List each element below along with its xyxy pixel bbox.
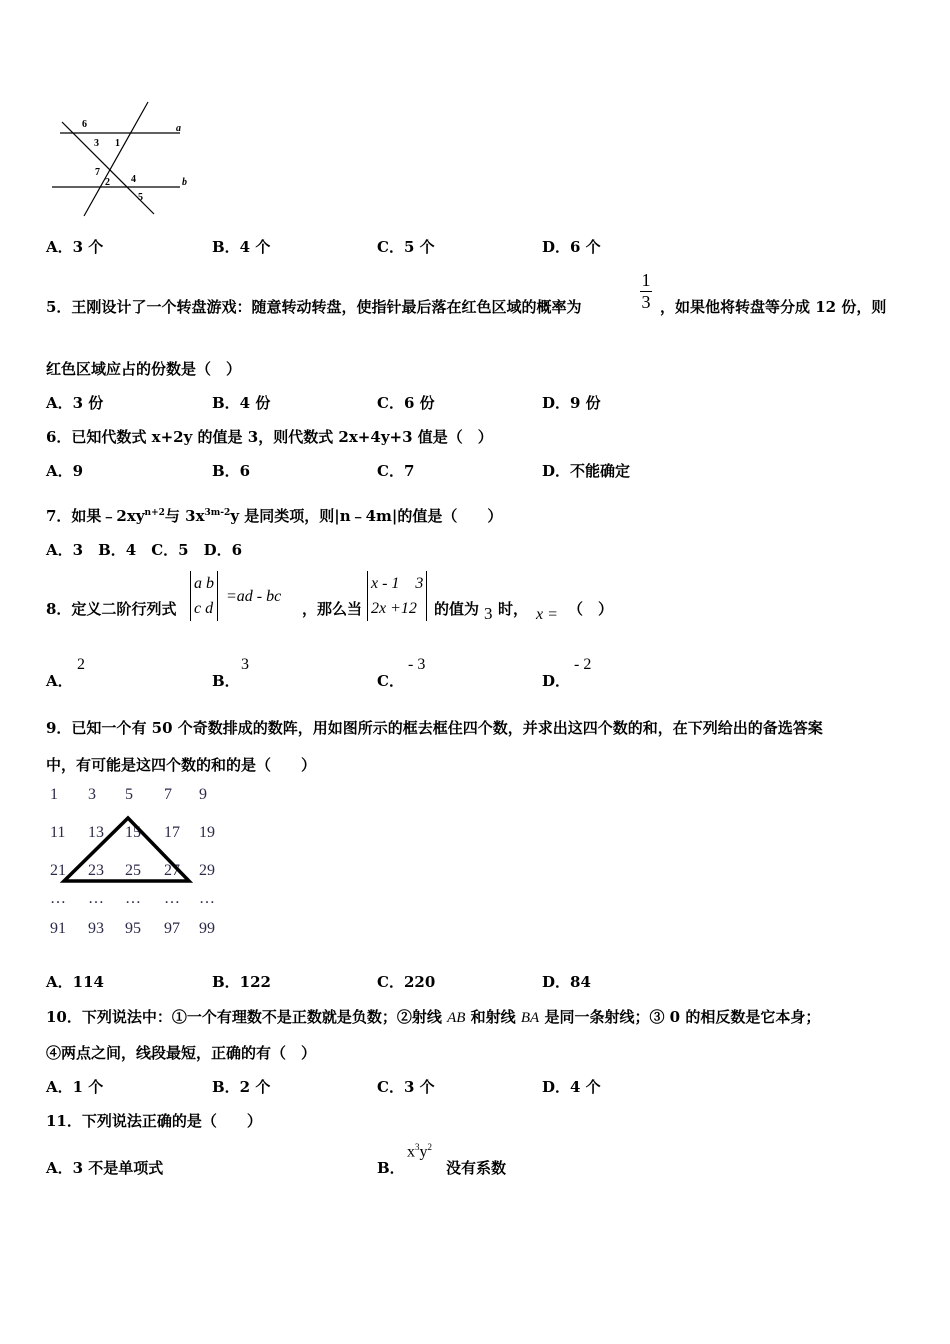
q6-stem: 6．已知代数式 x+2y 的值是 3，则代数式 2x+4y+3 值是（ ） bbox=[46, 428, 493, 446]
det1-row1: a b bbox=[194, 575, 214, 592]
q6-option-b[interactable]: B．6 bbox=[212, 462, 251, 480]
q11-stem: 11．下列说法正确的是（ ） bbox=[46, 1112, 262, 1130]
q5-option-c[interactable]: C．6 份 bbox=[377, 394, 435, 412]
label-6: 6 bbox=[82, 119, 87, 130]
label-7: 7 bbox=[95, 167, 100, 178]
q8-option-a-label: A． bbox=[46, 672, 73, 690]
grid-cell: 97 bbox=[164, 920, 180, 937]
det2-row1: x - 1 3 bbox=[371, 575, 424, 592]
q11-y-exp: 2 bbox=[427, 1142, 432, 1152]
q6-option-c[interactable]: C．7 bbox=[377, 462, 415, 480]
q10-stem-line2: ④两点之间，线段最短，正确的有（ ） bbox=[46, 1044, 317, 1062]
q11-option-b-label: B． bbox=[377, 1159, 405, 1177]
grid-cell: 17 bbox=[164, 824, 180, 841]
q8-value: 3 bbox=[484, 604, 493, 623]
q10-option-a[interactable]: A．1 个 bbox=[46, 1078, 104, 1096]
q8-option-b-label: B． bbox=[212, 672, 240, 690]
grid-cell: … bbox=[88, 890, 104, 907]
q7-stem-p1: 7．如果﹣2xy bbox=[46, 507, 145, 525]
q10-t1: 10．下列说法中：①一个有理数不是正数就是负数；②射线 bbox=[46, 1008, 448, 1026]
det2-row2: 2x +12 bbox=[371, 600, 417, 617]
q8-stem-text3: 时， bbox=[498, 600, 529, 618]
q7-options[interactable]: A．3 B．4 C．5 D．6 bbox=[46, 541, 243, 559]
q10-t2: 和射线 bbox=[465, 1008, 521, 1026]
grid-cell: 9 bbox=[199, 786, 207, 803]
grid-cell: 11 bbox=[50, 824, 66, 841]
q11-x: x bbox=[407, 1143, 415, 1161]
label-2: 2 bbox=[105, 177, 110, 188]
q10-ray-ab: AB bbox=[447, 1010, 466, 1026]
label-1: 1 bbox=[115, 138, 120, 149]
q8-stem-prefix: 8．定义二阶行列式 bbox=[46, 600, 177, 618]
q8-option-b[interactable] bbox=[212, 670, 240, 691]
grid-cell: 91 bbox=[50, 920, 66, 937]
grid-cell: 93 bbox=[88, 920, 104, 937]
q10-stem-line1 bbox=[46, 1006, 820, 1027]
q11-option-a[interactable]: A．3 不是单项式 bbox=[46, 1159, 164, 1177]
q4-option-d[interactable]: D．6 个 bbox=[542, 238, 601, 256]
q9-option-a[interactable]: A．114 bbox=[46, 973, 104, 991]
q8-stem-mid: ，那么当 bbox=[302, 600, 363, 618]
q7-exp1: n+2 bbox=[144, 508, 165, 518]
q11-y: y bbox=[419, 1143, 428, 1161]
q7-stem-p2: 与 3x bbox=[164, 507, 205, 525]
det1-row2: c d bbox=[194, 600, 214, 617]
determinant-abcd bbox=[190, 571, 218, 621]
label-4: 4 bbox=[131, 174, 136, 185]
q11-option-b[interactable] bbox=[377, 1157, 405, 1178]
parallel-lines-figure bbox=[48, 98, 198, 218]
q8-option-d-label: D． bbox=[542, 672, 571, 690]
grid-cell: 1 bbox=[50, 786, 58, 803]
q7-stem bbox=[46, 505, 502, 526]
q9-stem-line1: 9．已知一个有 50 个奇数排成的数阵，用如图所示的框去框住四个数，并求出这四个数的和，在下列给出的备选答案 bbox=[46, 719, 823, 737]
triangle-frame bbox=[44, 780, 224, 900]
q5-stem-part1: 5．王刚设计了一个转盘游戏：随意转动转盘，使指针最后落在红色区域的概率为 bbox=[46, 298, 582, 316]
grid-cell: 15 bbox=[125, 824, 141, 841]
q10-ray-ba: BA bbox=[520, 1010, 540, 1026]
label-5: 5 bbox=[138, 192, 143, 203]
q5-stem-part3: 红色区域应占的份数是（ ） bbox=[46, 360, 242, 378]
q8-option-c-label: C． bbox=[377, 672, 404, 690]
grid-cell: 5 bbox=[125, 786, 133, 803]
q8-paren: （ ） bbox=[568, 600, 614, 618]
q9-option-b[interactable]: B．122 bbox=[212, 973, 271, 991]
q8-option-a-value: 2 bbox=[77, 656, 85, 673]
det1-definition: =ad - bc bbox=[226, 588, 282, 605]
q8-option-a[interactable] bbox=[46, 670, 73, 691]
q5-frac-numerator: 1 bbox=[641, 270, 651, 290]
q6-option-a[interactable]: A．9 bbox=[46, 462, 84, 480]
q10-option-d[interactable]: D．4 个 bbox=[542, 1078, 601, 1096]
grid-cell: 95 bbox=[125, 920, 141, 937]
grid-cell: 99 bbox=[199, 920, 215, 937]
q4-option-c[interactable]: C．5 个 bbox=[377, 238, 435, 256]
q11-monomial bbox=[407, 1142, 432, 1161]
q8-option-c-value: - 3 bbox=[408, 656, 426, 673]
grid-cell: 13 bbox=[88, 824, 104, 841]
q5-option-d[interactable]: D．9 份 bbox=[542, 394, 601, 412]
grid-cell: 25 bbox=[125, 862, 141, 879]
grid-cell: … bbox=[164, 890, 180, 907]
q5-option-b[interactable]: B．4 份 bbox=[212, 394, 271, 412]
q5-frac-denominator: 3 bbox=[641, 292, 651, 312]
q10-option-c[interactable]: C．3 个 bbox=[377, 1078, 435, 1096]
grid-cell: 19 bbox=[199, 824, 215, 841]
grid-cell: … bbox=[50, 890, 66, 907]
grid-cell: 3 bbox=[88, 786, 96, 803]
grid-cell: 21 bbox=[50, 862, 66, 879]
q4-option-b[interactable]: B．4 个 bbox=[212, 238, 271, 256]
q9-stem-line2: 中，有可能是这四个数的和的是（ ） bbox=[46, 756, 317, 774]
q7-exp2: 3m-2 bbox=[204, 508, 231, 518]
grid-cell: 23 bbox=[88, 862, 104, 879]
q11-option-b-tail: 没有系数 bbox=[446, 1159, 507, 1177]
grid-cell: 29 bbox=[199, 862, 215, 879]
grid-cell: … bbox=[125, 890, 141, 907]
q4-option-a[interactable]: A．3 个 bbox=[46, 238, 104, 256]
grid-cell: 27 bbox=[164, 862, 180, 879]
q6-option-d[interactable]: D．不能确定 bbox=[542, 462, 631, 480]
q8-option-b-value: 3 bbox=[241, 656, 249, 673]
q8-x-equals: x = bbox=[536, 606, 558, 623]
grid-cell: 7 bbox=[164, 786, 172, 803]
label-b: b bbox=[182, 177, 187, 188]
q5-fraction bbox=[640, 270, 652, 313]
q10-option-b[interactable]: B．2 个 bbox=[212, 1078, 271, 1096]
q8-option-d[interactable] bbox=[542, 670, 570, 691]
q9-option-c[interactable]: C．220 bbox=[377, 973, 436, 991]
q10-t3: 是同一条射线；③ 0 的相反数是它本身； bbox=[539, 1008, 821, 1026]
q8-stem-text2: 的值为 bbox=[434, 600, 480, 618]
triangle-frame-shape bbox=[64, 818, 189, 881]
determinant-x bbox=[367, 571, 427, 621]
q9-option-d[interactable]: D．84 bbox=[542, 973, 591, 991]
grid-cell: … bbox=[199, 890, 215, 907]
q5-stem-part2: ，如果他将转盘等分成 12 份，则 bbox=[660, 298, 887, 316]
q5-option-a[interactable]: A．3 份 bbox=[46, 394, 104, 412]
label-a: a bbox=[176, 123, 181, 134]
q11-x-exp: 3 bbox=[415, 1142, 420, 1152]
label-3: 3 bbox=[94, 138, 99, 149]
q7-stem-p3: y 是同类项，则|n﹣4m|的值是（ ） bbox=[230, 507, 503, 525]
q8-option-c[interactable] bbox=[377, 670, 404, 691]
q8-option-d-value: - 2 bbox=[574, 656, 592, 673]
